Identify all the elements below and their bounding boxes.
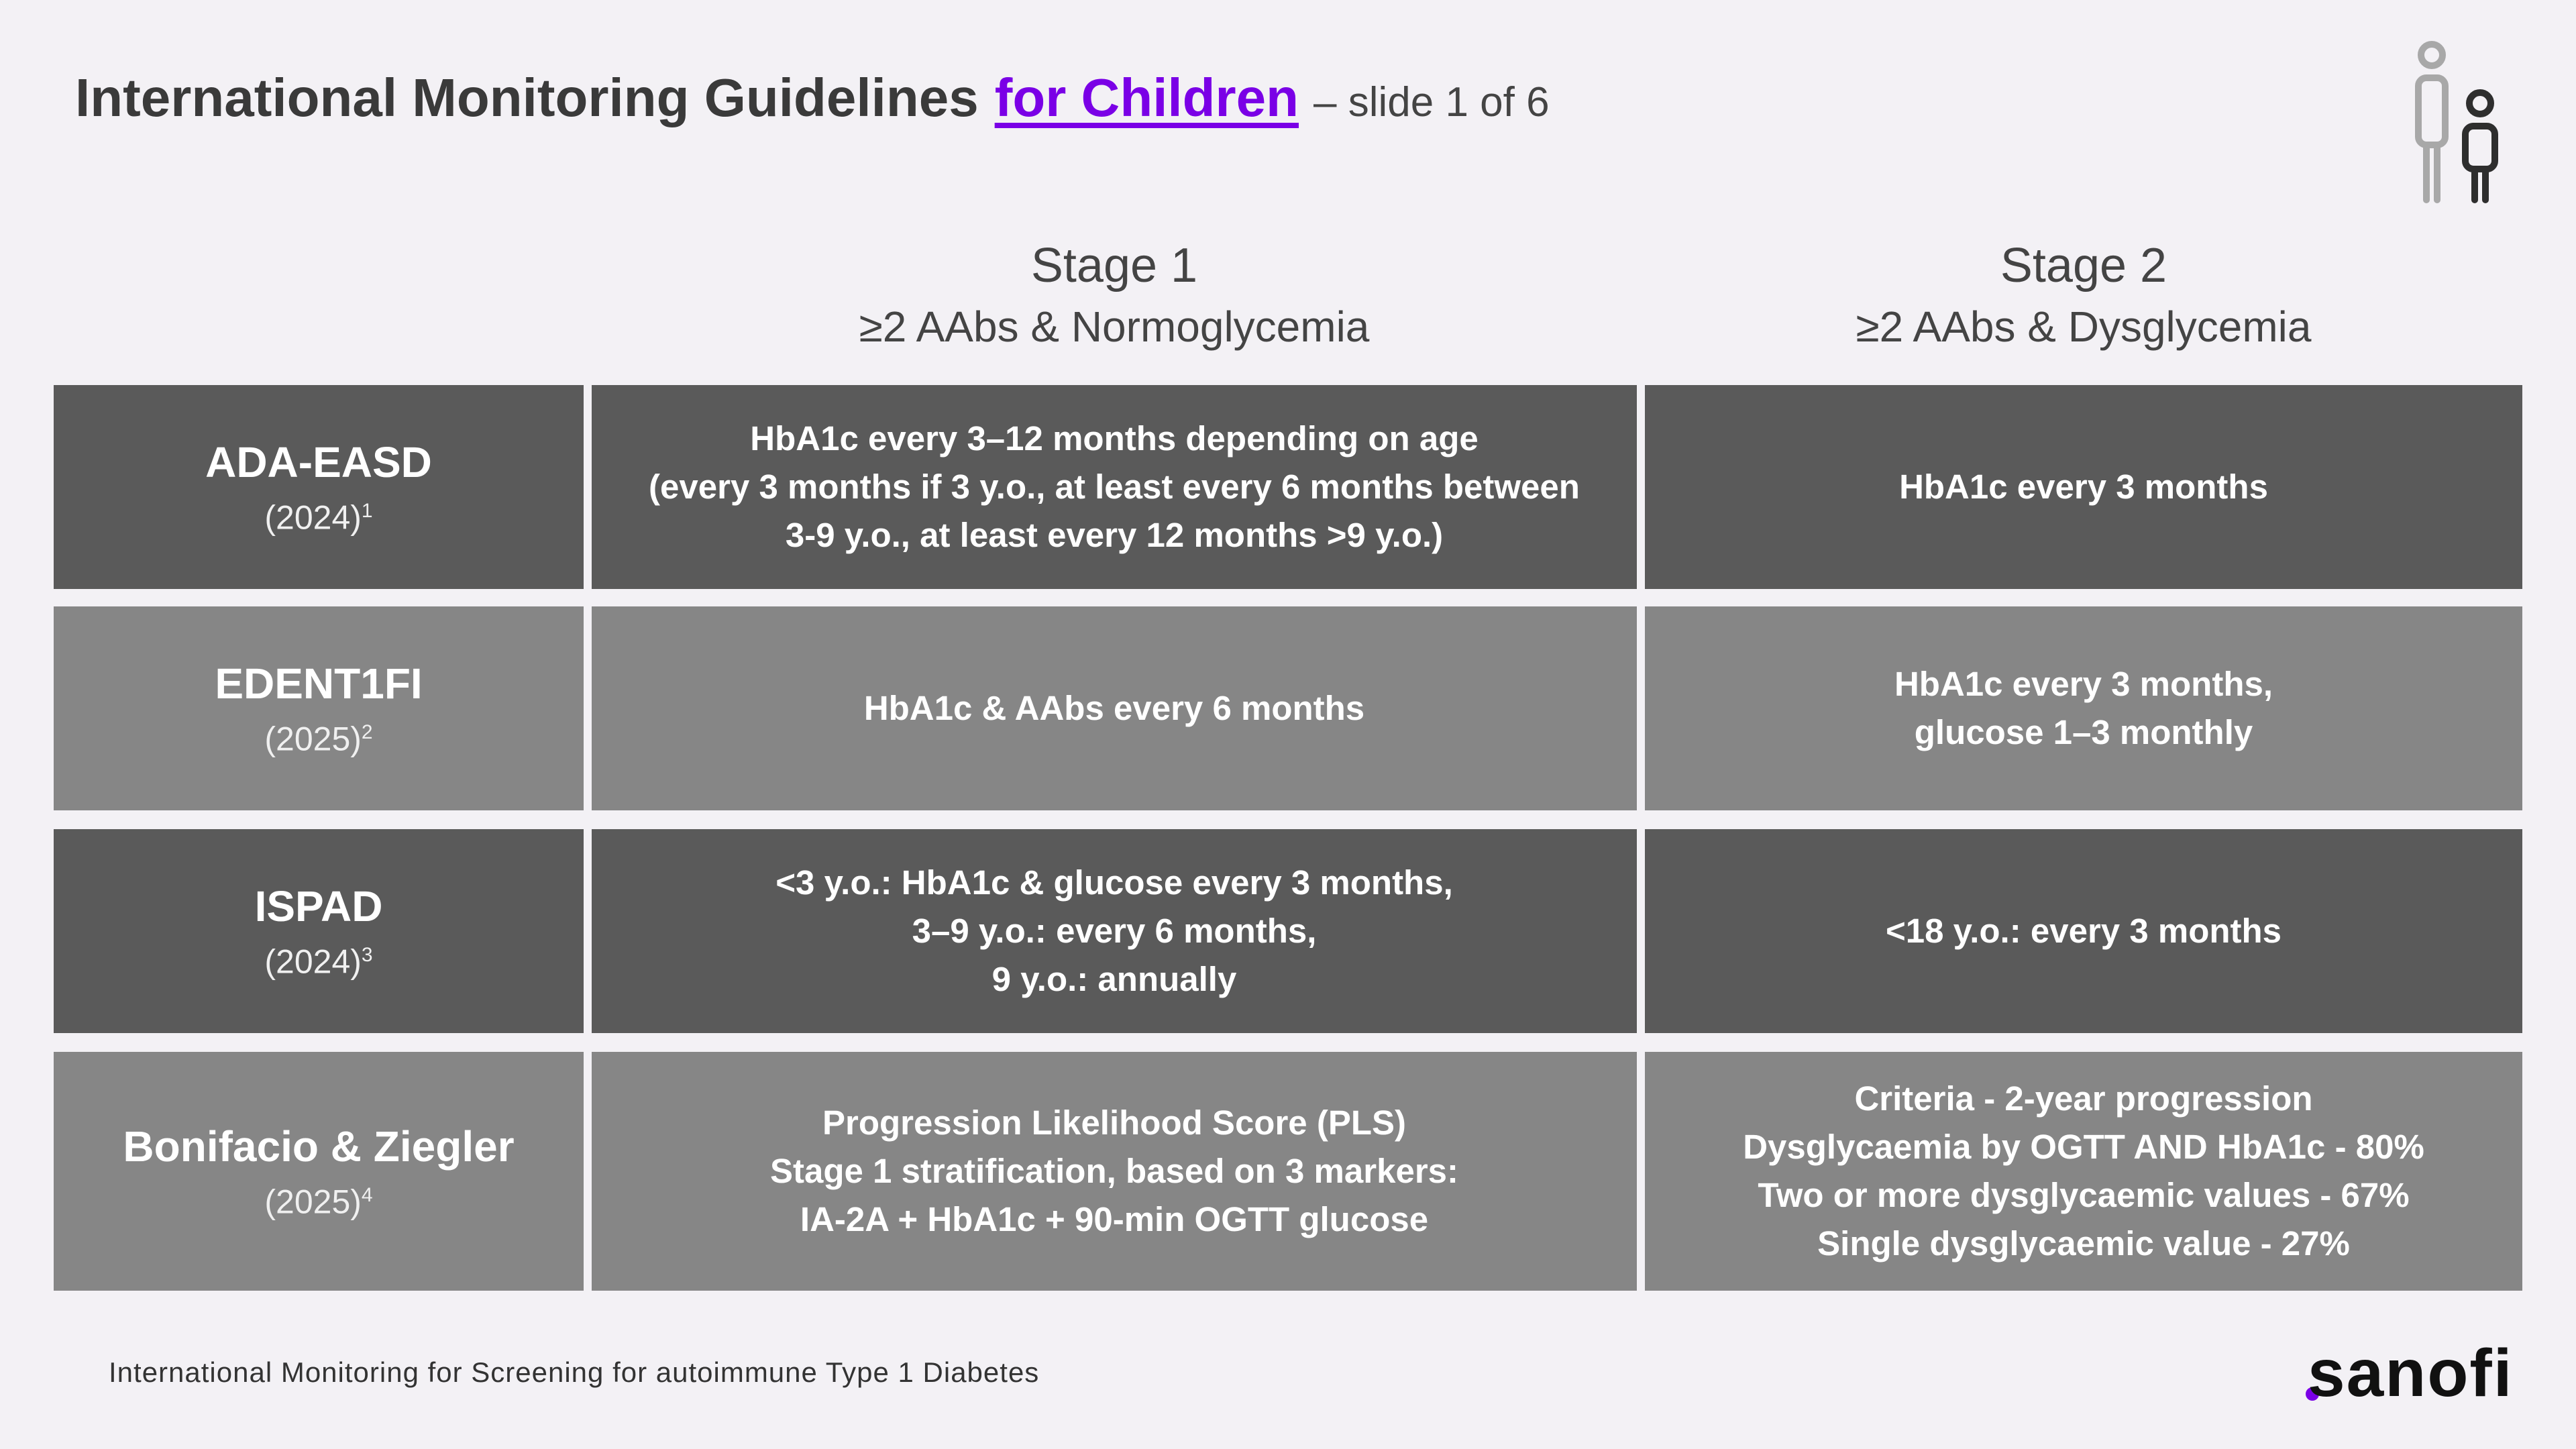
org-year: $(2025)^4$ — [264, 1183, 373, 1221]
title-link[interactable]: for Children — [994, 68, 1299, 127]
stage2-title: Stage 2 — [2000, 239, 2167, 292]
table-row — [54, 606, 2522, 810]
stage1-title: Stage 1 — [1030, 239, 1198, 292]
org-name: Bonifacio & Ziegler — [123, 1122, 515, 1171]
title-main: International Monitoring Guidelines — [75, 68, 979, 127]
stage1-cell: Progression Likelihood Score (PLS) Stage 1 stratification, based on 3 markers: IA-2A + HbA1c + 90-min OGTT glucose — [592, 1052, 1637, 1291]
org-year: $(2025)^2$ — [264, 720, 373, 758]
org-cell — [54, 829, 584, 1033]
org-cell — [54, 385, 584, 589]
stage2-header — [1645, 235, 2522, 357]
org-year: $(2024)^3$ — [264, 943, 373, 981]
org-year: $(2024)^1$ — [264, 498, 373, 537]
people-icon — [2405, 39, 2512, 207]
stage2-cell: <18 y.o.: every 3 months — [1645, 829, 2522, 1033]
stage1-cell: <3 y.o.: HbA1c & glucose every 3 months, 3–9 y.o.: every 6 months, 9 y.o.: annually — [592, 829, 1637, 1033]
stage2-cell: HbA1c every 3 months, glucose 1–3 monthly — [1645, 606, 2522, 810]
org-name: ADA-EASD — [205, 438, 432, 487]
stage2-subtitle: ≥2 AAbs & Dysglycemia — [1856, 303, 2312, 351]
table-row — [54, 829, 2522, 1033]
org-name: EDENT1FI — [215, 659, 423, 708]
stage1-subtitle: ≥2 AAbs & Normoglycemia — [859, 303, 1370, 351]
stage2-cell: Criteria - 2-year progression Dysglycaemia by OGTT AND HbA1c - 80% Two or more dysglycaemic values - 67% Single dysglycaemic value - 27% — [1645, 1052, 2522, 1291]
stage1-header — [592, 235, 1637, 357]
slide-title — [75, 67, 1550, 148]
slide-counter: – slide 1 of 6 — [1313, 79, 1550, 125]
org-name: ISPAD — [254, 882, 383, 931]
org-cell — [54, 606, 584, 810]
stage2-cell: HbA1c every 3 months — [1645, 385, 2522, 589]
footer-text: International Monitoring for Screening for autoimmune Type 1 Diabetes — [109, 1356, 1040, 1388]
sanofi-logo: sanofi — [2308, 1336, 2514, 1411]
table-row — [54, 385, 2522, 589]
org-cell — [54, 1052, 584, 1291]
table-row — [54, 1052, 2522, 1291]
stage1-cell: HbA1c every 3–12 months depending on age (every 3 months if 3 y.o., at least every 6 months between 3-9 y.o., at least every 12 months >9 y.o.) — [592, 385, 1637, 589]
stage1-cell: HbA1c & AAbs every 6 months — [592, 606, 1637, 810]
